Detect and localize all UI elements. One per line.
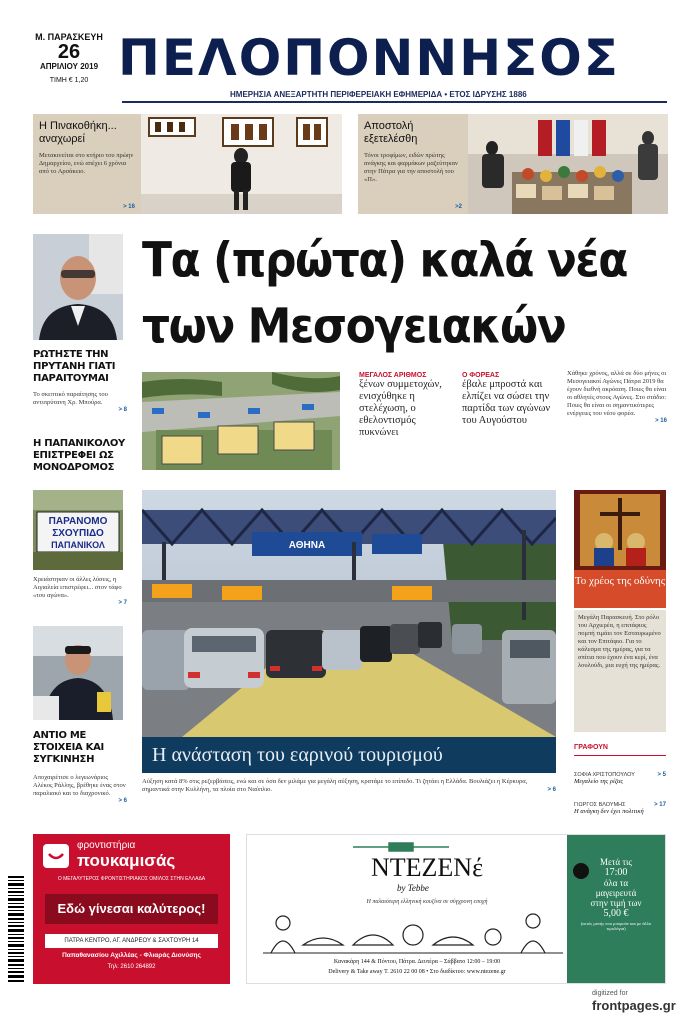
story-column-1-lead: ΜΕΓΑΛΟΣ ΑΡΙΘΜΟΣ [359,372,427,379]
main-headline-line2: των Μεσογειακών [142,298,566,355]
tourism-subtext-body: Αύξηση κατά 8% στις ρεζερβάσεις, ενώ και σε όσα δεν μιλάμε για μεγάλη αύξηση, κρατάμε το επίπεδο. Τι ζητάει η Ελλάδα. Βουλιάζει η Κέρκυρα, σημαντικά στην Κυλλήνη, τα πλοία στο Ναύπλιο. [142,778,528,793]
ad-ntezene-ornament [353,841,449,853]
ad-ntezene-address: Κανακάρη 144 & Πόντου, Πάτρα. Δευτέρα – Σάββατο 12:00 – 19:00 [333,959,501,965]
writer-1[interactable] [574,772,666,785]
issue-day: Μ. ΠΑΡΑΣΚΕΥΗ [35,32,103,42]
ad-ntezene-offer-6: 5,00 € [603,908,629,919]
ad-poukamisas-sub: Ο ΜΕΓΑΛΥΤΕΡΟΣ ΦΡΟΝΤΙΣΤΗΡΙΑΚΟΣ ΟΜΙΛΟΣ ΣΤΗΝ ΕΛΛΑΔΑ [57,876,206,882]
left-story-1[interactable] [33,349,127,413]
footer-site[interactable]: frontpages.gr [592,998,676,1013]
teaser-gallery-text: Μετακινείται στο κτήριο του πρώην Δημαρχείου, ενώ απέχει 6 χρόνια από το Αρσάκειο. [39,152,134,175]
editorial-box[interactable] [574,610,666,732]
stadium-aerial-photo [142,372,340,470]
sign-line-3: ΠΑΠΑΝΙΚΟΛ [51,540,105,550]
left-story-3-text: Αποχαιρέτισε ο λεγεωνάριος Αλέκος Ράλλης, βρέθηκε ένας στον παραλιακό και το διαχρονικό. [33,774,126,797]
writer-2-page[interactable]: > 17 [654,802,666,808]
date-box [34,32,104,84]
left-story-2-head[interactable]: Η ΠΑΠΑΝΙΚΟΛΟΥ ΕΠΙΣΤΡΕΦΕΙ ΩΣ ΜΟΝΟΔΡΟΜΟΣ [33,438,125,473]
left-story-1-head: ΡΩΤΗΣΤΕ ΤΗΝ ΠΡΥΤΑΝΗ ΓΙΑΤΙ ΠΑΡΑΙΤΟΥΜΑΙ [33,349,116,384]
teaser-gallery[interactable] [33,114,141,214]
tourism-page[interactable]: > 6 [547,787,556,793]
ad-poukamisas[interactable] [33,834,230,984]
ad-ntezene-illustration [263,905,563,955]
left-story-2-page[interactable]: > 7 [118,600,127,606]
ad-ntezene-offer-5: στην τιμή των [590,898,642,908]
ad-poukamisas-brand: πουκαμισάς [77,851,176,870]
left-story-2-text: Χρειάστηκαν οι άλλες λύσεις, η Αιγιαλεία επιστρέφει... στον τάφο «του αγώνα». [33,576,122,599]
tourism-subtext [142,778,556,794]
ad-ntezene-offer-2: 17:00 [604,867,628,878]
editorial-text: Μεγάλη Παρασκευή. Στο ρόλο του Αρχιερέα, η επιτάφιος πομπή τιμάει τον Εσταυρωμένο και τον Επιτάφιο. Για το κάλεσμα της ημέρας, για τα σπίτια που έχουν ένα κερί, ένα λουλούδι, μια ευχή της ημέρας. [578,614,661,669]
left-story-3[interactable] [33,730,127,804]
ad-ntezene[interactable] [246,834,666,984]
writers-section-label: ΓΡΑΦΟΥΝ [574,744,608,751]
sign-line-2: ΣΧΟΥΠΙΔΟ [52,528,104,539]
teaser-gallery-photo [141,114,342,214]
teaser-aid-page[interactable]: >2 [455,204,462,210]
teaser-aid-photo [468,114,668,214]
ad-poukamisas-top: φροντιστήρια [77,840,136,851]
left-story-1-page[interactable]: > 8 [118,407,127,413]
officer-photo [33,626,123,720]
masthead-divider [122,101,667,103]
religious-icon-photo [574,490,666,570]
toll-traffic-photo [142,490,556,737]
tourism-caption[interactable]: Η ανάσταση του εαρινού τουρισμού [142,737,556,773]
ad-ntezene-sub: Η παλαιότερη ελληνική κουζίνα σε σύγχρονη εποχή [366,899,488,905]
newspaper-title: ΠΕΛΟΠΟΝΝΗΣΟΣ [118,29,620,87]
columnist-photo [33,234,123,340]
sign-line-1: ΠΑΡΑΝΟΜΟ [48,516,108,527]
ad-ntezene-offer-note: (εκτός μονής που μπορούν και με άλλο τιμολόγια) [580,921,652,931]
left-story-3-page[interactable]: > 6 [118,798,127,804]
ad-poukamisas-address: ΠΑΤΡΑ ΚΕΝΤΡΟ, ΑΓ. ΑΝΔΡΕΟΥ & ΣΑΧΤΟΥΡΗ 14 [45,934,218,948]
ad-ntezene-brand: ΝΤΕΖΕΝέ [371,853,483,882]
ad-ntezene-delivery: Delivery & Take away Τ. 2610 22 00 08 • Στο διαδίκτυο: www.ntezene.gr [328,969,506,975]
ad-ntezene-offer [567,835,665,983]
gantry-sign: ΑΘΗΝΑ [288,540,326,551]
ad-poukamisas-slogan: Εδώ γίνεσαι καλύτερος! [45,894,218,924]
religious-icon-caption[interactable] [574,570,666,608]
writer-2-title: Η ανάγκη δεν έχει πολιτική [574,808,644,815]
religious-icon-caption-text: Το χρέος της οδύνης [574,575,666,587]
teaser-aid-text: Τόνοι τροφίμων, ειδών πρώτης ανάγκης και φαρμάκων μαζεύτηκαν στην Πάτρα για την αποστολή του «Π». [364,152,458,183]
story-column-2-text: έβαλε μπροστά και ελπίζει να σώσει την παρτίδα των αγώνων του Αυγούστου [462,379,551,426]
left-story-2[interactable] [33,576,127,606]
story-column-2-lead: Ο ΦΟΡΕΑΣ [462,372,500,379]
ad-ntezene-offer-1: Μετά τις [600,857,632,867]
main-headline-line1: Τα (πρώτα) καλά νέα [142,232,628,289]
ad-ntezene-by: by Tebbe [397,883,429,893]
teaser-gallery-page[interactable]: > 16 [123,204,135,210]
story-column-3[interactable] [567,370,667,424]
issue-month-year: ΑΠΡΙΛΙΟΥ 2019 [39,62,99,71]
illegal-dump-sign-photo [33,490,123,570]
ad-ntezene-offer-4: μαγειρευτά [595,888,637,898]
ad-poukamisas-people: Παπαθανασίου Αχιλλέας - Φλιαράς Διονύσης [62,952,201,959]
writer-2-name: ΓΙΩΡΓΟΣ ΒΛΟΥΜΗΣ [574,802,626,808]
writer-2[interactable] [574,802,666,815]
footer-digitized: digitized for [592,990,628,997]
story-column-1-text: ξένων συμμετοχών, ενισχύθηκε η στελέχωση, ο εθελοντισμός πυκνώνει [359,379,442,438]
writer-1-page[interactable]: > 5 [657,772,666,778]
issue-price: ΤΙΜΗ € 1,20 [49,77,89,84]
ad-ntezene-offer-3: όλα τα [603,878,629,888]
left-story-1-text: Το σκεπτικό παραίτησης του αντιπρύτανη Χρ. Μπούρα. [33,391,108,406]
teaser-gallery-title: Η Πινακοθήκη... αναχωρεί [39,120,117,145]
issue-date-number: 26 [57,41,81,63]
ad-ntezene-logo-icon [573,863,589,879]
teaser-aid-title: Αποστολή εξετελέσθη [364,120,418,145]
ad-poukamisas-phone: Τηλ: 2610 264892 [107,964,156,970]
story-column-3-text: Χάθηκε χρόνος, αλλά σε δύο μήνες οι Μεσογειακοί Αγώνες Πάτρα 2019 θα έχουν διεθνή ακρόαση. Ποιες θα είναι οι αθλητές στους Αγώνες. Στο στάδιο: Ποιες θα είναι οι σημαντικότερες ενέργειες του νέου φορέα. [567,370,667,417]
ad-poukamisas-logo-icon [43,844,69,868]
story-column-3-page[interactable]: > 16 [655,418,667,424]
writer-1-title: Μεγαλείο της ρίζας [574,778,624,785]
barcode [6,874,26,986]
main-headline[interactable] [142,228,672,360]
writers-rule [574,755,666,756]
story-column-2[interactable] [462,372,554,427]
story-column-1[interactable] [359,372,449,439]
teaser-aid[interactable] [358,114,468,214]
newspaper-tagline: ΗΜΕΡΗΣΙΑ ΑΝΕΞΑΡΤΗΤΗ ΠΕΡΙΦΕΡΕΙΑΚΗ ΕΦΗΜΕΡΙΔΑ • ΕΤΟΣ ΙΔΡΥΣΗΣ 1886 [230,90,527,99]
writer-1-name: ΣΟΦΙΑ ΧΡΙΣΤΟΠΟΥΛΟΥ [574,772,635,778]
left-story-3-head: ΑΝΤΙΟ ΜΕ ΣΤΟΙΧΕΙΑ ΚΑΙ ΣΥΓΚΙΝΗΣΗ [33,730,104,765]
